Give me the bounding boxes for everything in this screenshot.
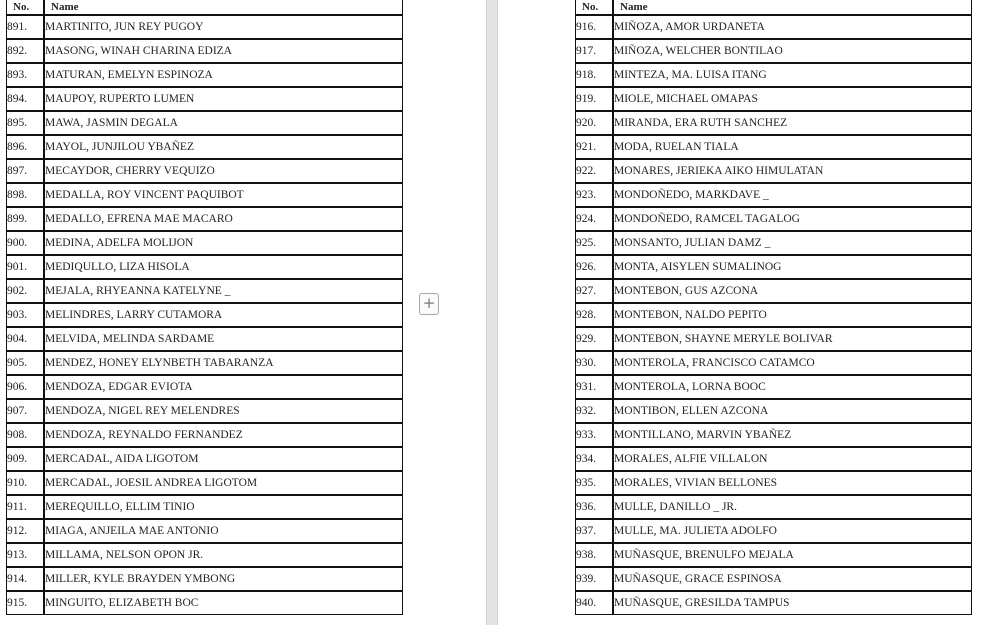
table-row (6, 543, 403, 567)
row-name: MULLE, MA. JULIETA ADOLFO (613, 519, 972, 543)
row-name: MODA, RUELAN TIALA (613, 135, 972, 159)
row-number: 904. (6, 327, 44, 351)
row-name: MONTIBON, ELLEN AZCONA (613, 399, 972, 423)
row-name: MENDOZA, NIGEL REY MELENDRES (44, 399, 403, 423)
page-left (0, 0, 486, 638)
row-number: 908. (6, 423, 44, 447)
row-number: 927. (575, 279, 613, 303)
table-row (575, 207, 972, 231)
row-number: 938. (575, 543, 613, 567)
table-header-row (575, 0, 972, 15)
row-number: 911. (6, 495, 44, 519)
row-name: MEDIQULLO, LIZA HISOLA (44, 255, 403, 279)
row-name: MORALES, ALFIE VILLALON (613, 447, 972, 471)
row-number: 912. (6, 519, 44, 543)
table-row (575, 279, 972, 303)
plus-icon: + (422, 294, 436, 312)
row-name: MIRANDA, ERA RUTH SANCHEZ (613, 111, 972, 135)
roster-table-right (575, 0, 972, 615)
row-number: 907. (6, 399, 44, 423)
table-row (6, 567, 403, 591)
row-name: MAYOL, JUNJILOU YBAÑEZ (44, 135, 403, 159)
row-number: 892. (6, 39, 44, 63)
row-name: MAWA, JASMIN DEGALA (44, 111, 403, 135)
table-row (6, 87, 403, 111)
row-name: MEJALA, RHYEANNA KATELYNE _ (44, 279, 403, 303)
add-row-button[interactable] (419, 293, 439, 315)
row-name: MERCADAL, JOESIL ANDREA LIGOTOM (44, 471, 403, 495)
row-number: 913. (6, 543, 44, 567)
table-row (6, 399, 403, 423)
table-row (6, 63, 403, 87)
table-row (575, 87, 972, 111)
row-number: 895. (6, 111, 44, 135)
table-row (575, 183, 972, 207)
row-number: 929. (575, 327, 613, 351)
row-name: MEDALLO, EFRENA MAE MACARO (44, 207, 403, 231)
table-row (6, 471, 403, 495)
row-name: MERCADAL, AIDA LIGOTOM (44, 447, 403, 471)
table-row (575, 351, 972, 375)
row-number: 934. (575, 447, 613, 471)
row-number: 894. (6, 87, 44, 111)
table-row (575, 303, 972, 327)
row-number: 903. (6, 303, 44, 327)
row-name: MILLER, KYLE BRAYDEN YMBONG (44, 567, 403, 591)
table-row (6, 519, 403, 543)
table-row (575, 495, 972, 519)
table-row (6, 207, 403, 231)
row-name: MUÑASQUE, GRACE ESPINOSA (613, 567, 972, 591)
table-row (6, 375, 403, 399)
table-row (575, 327, 972, 351)
row-number: 930. (575, 351, 613, 375)
row-name: MENDOZA, EDGAR EVIOTA (44, 375, 403, 399)
row-number: 902. (6, 279, 44, 303)
row-number: 922. (575, 159, 613, 183)
row-name: MULLE, DANILLO _ JR. (613, 495, 972, 519)
row-name: MUÑASQUE, GRESILDA TAMPUS (613, 591, 972, 615)
row-number: 932. (575, 399, 613, 423)
column-header-no: No. (6, 0, 44, 15)
row-number: 893. (6, 63, 44, 87)
row-number: 909. (6, 447, 44, 471)
row-name: MENDOZA, REYNALDO FERNANDEZ (44, 423, 403, 447)
table-row (6, 279, 403, 303)
table-row (6, 303, 403, 327)
row-number: 899. (6, 207, 44, 231)
column-header-name: Name (44, 0, 403, 15)
table-row (6, 351, 403, 375)
row-name: MINGUITO, ELIZABETH BOC (44, 591, 403, 615)
row-number: 940. (575, 591, 613, 615)
row-number: 910. (6, 471, 44, 495)
table-row (6, 135, 403, 159)
table-row (6, 15, 403, 39)
row-name: MUÑASQUE, BRENULFO MEJALA (613, 543, 972, 567)
roster-table-left (6, 0, 403, 615)
table-row (6, 183, 403, 207)
table-row (575, 543, 972, 567)
row-name: MORALES, VIVIAN BELLONES (613, 471, 972, 495)
row-name: MELVIDA, MELINDA SARDAME (44, 327, 403, 351)
table-row (575, 447, 972, 471)
row-number: 897. (6, 159, 44, 183)
row-number: 906. (6, 375, 44, 399)
row-number: 925. (575, 231, 613, 255)
row-name: MONARES, JERIEKA AIKO HIMULATAN (613, 159, 972, 183)
row-name: MEREQUILLO, ELLIM TINIO (44, 495, 403, 519)
row-number: 919. (575, 87, 613, 111)
row-name: MONDOÑEDO, MARKDAVE _ (613, 183, 972, 207)
row-number: 937. (575, 519, 613, 543)
row-name: MEDINA, ADELFA MOLIJON (44, 231, 403, 255)
table-row (6, 159, 403, 183)
table-row (575, 375, 972, 399)
row-number: 923. (575, 183, 613, 207)
table-row (575, 519, 972, 543)
table-row (575, 135, 972, 159)
row-number: 900. (6, 231, 44, 255)
row-name: MINTEZA, MA. LUISA ITANG (613, 63, 972, 87)
table-row (575, 567, 972, 591)
table-row (6, 111, 403, 135)
row-number: 936. (575, 495, 613, 519)
table-row (575, 591, 972, 615)
row-name: MONSANTO, JULIAN DAMZ _ (613, 231, 972, 255)
row-name: MATURAN, EMELYN ESPINOZA (44, 63, 403, 87)
row-name: MONTEBON, GUS AZCONA (613, 279, 972, 303)
row-name: MONTEROLA, FRANCISCO CATAMCO (613, 351, 972, 375)
table-row (575, 471, 972, 495)
table-row (575, 255, 972, 279)
row-number: 917. (575, 39, 613, 63)
table-row (6, 255, 403, 279)
row-name: MONTA, AISYLEN SUMALINOG (613, 255, 972, 279)
row-number: 924. (575, 207, 613, 231)
row-number: 901. (6, 255, 44, 279)
row-number: 905. (6, 351, 44, 375)
row-number: 920. (575, 111, 613, 135)
row-number: 915. (6, 591, 44, 615)
table-row (575, 423, 972, 447)
table-row (6, 327, 403, 351)
row-name: MIÑOZA, WELCHER BONTILAO (613, 39, 972, 63)
table-row (575, 63, 972, 87)
table-row (575, 399, 972, 423)
page-gutter (486, 0, 498, 625)
row-name: MEDALLA, ROY VINCENT PAQUIBOT (44, 183, 403, 207)
table-row (575, 39, 972, 63)
table-row (575, 15, 972, 39)
table-row (6, 231, 403, 255)
row-number: 939. (575, 567, 613, 591)
table-row (6, 423, 403, 447)
row-name: MONTILLANO, MARVIN YBAÑEZ (613, 423, 972, 447)
row-name: MIÑOZA, AMOR URDANETA (613, 15, 972, 39)
table-row (6, 591, 403, 615)
column-header-name: Name (613, 0, 972, 15)
row-name: MENDEZ, HONEY ELYNBETH TABARANZA (44, 351, 403, 375)
table-row (6, 495, 403, 519)
row-number: 935. (575, 471, 613, 495)
row-number: 921. (575, 135, 613, 159)
row-name: MELINDRES, LARRY CUTAMORA (44, 303, 403, 327)
table-row (6, 39, 403, 63)
row-number: 898. (6, 183, 44, 207)
row-name: MONDOÑEDO, RAMCEL TAGALOG (613, 207, 972, 231)
table-row (6, 447, 403, 471)
row-name: MAUPOY, RUPERTO LUMEN (44, 87, 403, 111)
page-right (498, 0, 983, 638)
row-number: 918. (575, 63, 613, 87)
row-name: MONTEBON, SHAYNE MERYLE BOLIVAR (613, 327, 972, 351)
row-name: MONTEBON, NALDO PEPITO (613, 303, 972, 327)
row-name: MILLAMA, NELSON OPON JR. (44, 543, 403, 567)
table-row (575, 111, 972, 135)
row-number: 926. (575, 255, 613, 279)
row-name: MARTINITO, JUN REY PUGOY (44, 15, 403, 39)
row-name: MECAYDOR, CHERRY VEQUIZO (44, 159, 403, 183)
row-name: MIAGA, ANJEILA MAE ANTONIO (44, 519, 403, 543)
row-number: 896. (6, 135, 44, 159)
table-row (575, 159, 972, 183)
row-name: MIOLE, MICHAEL OMAPAS (613, 87, 972, 111)
column-header-no: No. (575, 0, 613, 15)
table-header-row (6, 0, 403, 15)
row-number: 891. (6, 15, 44, 39)
row-number: 916. (575, 15, 613, 39)
row-name: MONTEROLA, LORNA BOOC (613, 375, 972, 399)
row-number: 914. (6, 567, 44, 591)
row-number: 928. (575, 303, 613, 327)
row-number: 933. (575, 423, 613, 447)
table-row (575, 231, 972, 255)
row-name: MASONG, WINAH CHARINA EDIZA (44, 39, 403, 63)
row-number: 931. (575, 375, 613, 399)
